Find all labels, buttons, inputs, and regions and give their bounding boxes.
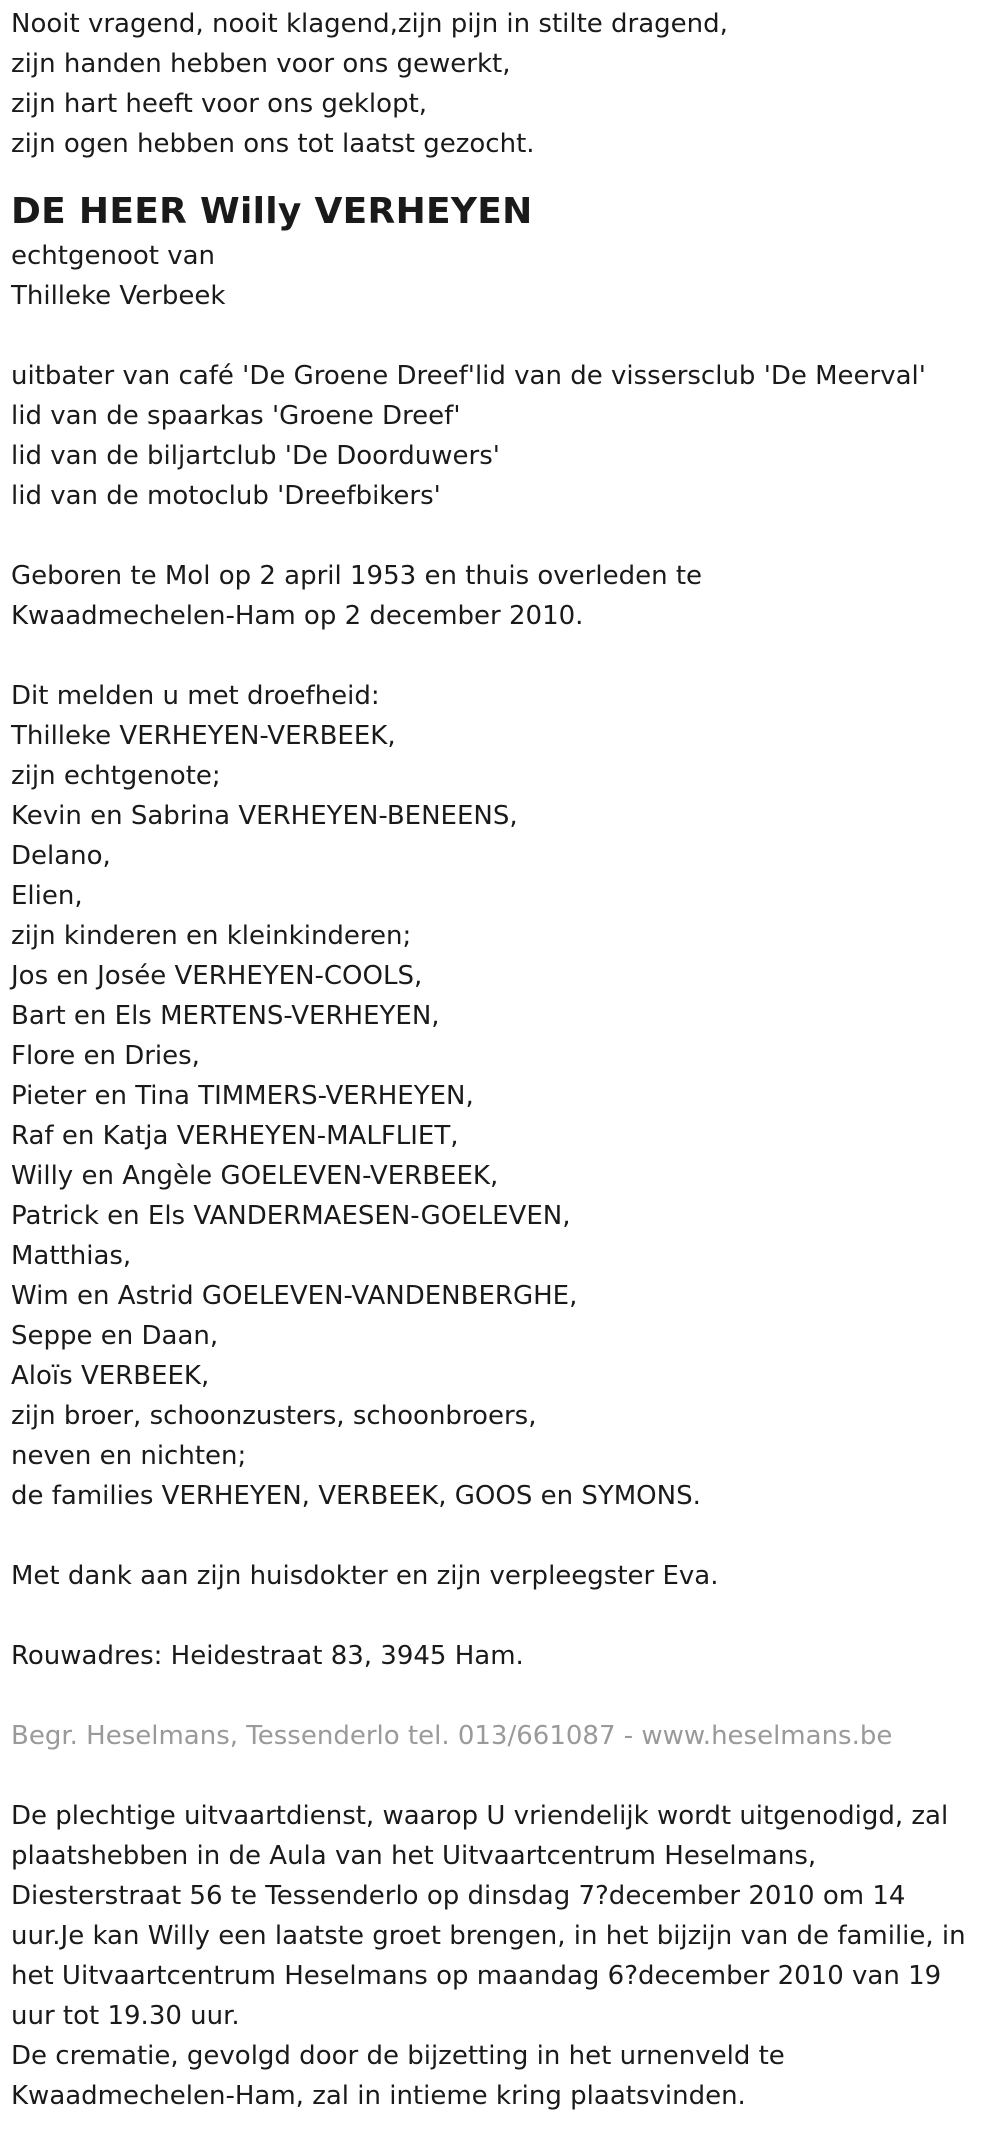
birth-death-line: Kwaadmechelen-Ham op 2 december 2010. <box>11 601 584 631</box>
spacer <box>11 1516 1000 1556</box>
birth-death <box>11 556 1000 636</box>
family-line: Patrick en Els VANDERMAESEN-GOELEVEN, <box>11 1201 571 1231</box>
family-line: Flore en Dries, <box>11 1041 200 1071</box>
family-list <box>11 676 1000 1516</box>
service-line: De plechtige uitvaartdienst, waarop U vriendelijk wordt uitgenodigd, zal <box>11 1801 949 1831</box>
spacer <box>11 1596 1000 1636</box>
poem-line: zijn ogen hebben ons tot laatst gezocht. <box>11 129 535 159</box>
family-line: Dit melden u met droefheid: <box>11 681 380 711</box>
family-line: Pieter en Tina TIMMERS-VERHEYEN, <box>11 1081 474 1111</box>
service-line: plaatshebben in de Aula van het Uitvaartcentrum Heselmans, <box>11 1841 817 1871</box>
family-line: zijn echtgenote; <box>11 761 221 791</box>
family-line: Raf en Katja VERHEYEN-MALFLIET, <box>11 1121 459 1151</box>
family-line: Bart en Els MERTENS-VERHEYEN, <box>11 1001 440 1031</box>
undertaker-info: Begr. Heselmans, Tessenderlo tel. 013/661087 - www.heselmans.be <box>11 1721 893 1751</box>
family-line: zijn kinderen en kleinkinderen; <box>11 921 412 951</box>
deceased-name: DE HEER Willy VERHEYEN <box>11 191 533 232</box>
spacer <box>11 1756 1000 1796</box>
membership-line: lid van de spaarkas 'Groene Dreef' <box>11 401 461 431</box>
family-line: Wim en Astrid GOELEVEN-VANDENBERGHE, <box>11 1281 578 1311</box>
spouse-label: echtgenoot van <box>11 241 216 271</box>
service-line: uur.Je kan Willy een laatste groet brengen, in het bijzijn van de familie, in <box>11 1921 966 1951</box>
family-line: de families VERHEYEN, VERBEEK, GOOS en SYMONS. <box>11 1481 701 1511</box>
spacer <box>11 636 1000 676</box>
family-line: Aloïs VERBEEK, <box>11 1361 210 1391</box>
service-line: uur tot 19.30 uur. <box>11 2001 240 2031</box>
family-line: Elien, <box>11 881 83 911</box>
family-line: neven en nichten; <box>11 1441 247 1471</box>
family-line: Kevin en Sabrina VERHEYEN-BENEENS, <box>11 801 518 831</box>
membership-line: uitbater van café 'De Groene Dreef'lid van de vissersclub 'De Meerval' <box>11 361 926 391</box>
family-line: Thilleke VERHEYEN-VERBEEK, <box>11 721 396 751</box>
family-line: Jos en Josée VERHEYEN-COOLS, <box>11 961 423 991</box>
poem-line: Nooit vragend, nooit klagend,zijn pijn in stilte dragend, <box>11 9 728 39</box>
family-line: Matthias, <box>11 1241 132 1271</box>
poem-line: zijn handen hebben voor ons gewerkt, <box>11 49 511 79</box>
poem-line: zijn hart heeft voor ons geklopt, <box>11 89 428 119</box>
spacer <box>11 1676 1000 1716</box>
thanks-text: Met dank aan zijn huisdokter en zijn verpleegster Eva. <box>11 1561 719 1591</box>
spacer <box>11 316 1000 356</box>
membership-line: lid van de motoclub 'Dreefbikers' <box>11 481 441 511</box>
memberships <box>11 356 1000 516</box>
family-line: zijn broer, schoonzusters, schoonbroers, <box>11 1401 537 1431</box>
service-line: De crematie, gevolgd door de bijzetting in het urnenveld te <box>11 2041 785 2071</box>
family-line: Seppe en Daan, <box>11 1321 219 1351</box>
poem <box>11 4 1000 164</box>
spouse-name: Thilleke Verbeek <box>11 281 226 311</box>
membership-line: lid van de biljartclub 'De Doorduwers' <box>11 441 500 471</box>
service-line: Kwaadmechelen-Ham, zal in intieme kring plaatsvinden. <box>11 2081 746 2111</box>
service-line: Diesterstraat 56 te Tessenderlo op dinsdag 7?december 2010 om 14 <box>11 1881 906 1911</box>
birth-death-line: Geboren te Mol op 2 april 1953 en thuis overleden te <box>11 561 703 591</box>
spacer <box>11 516 1000 556</box>
service-line: het Uitvaartcentrum Heselmans op maandag 6?december 2010 van 19 <box>11 1961 942 1991</box>
mourning-address: Rouwadres: Heidestraat 83, 3945 Ham. <box>11 1641 524 1671</box>
service-info <box>11 1796 1000 2116</box>
family-line: Willy en Angèle GOELEVEN-VERBEEK, <box>11 1161 499 1191</box>
family-line: Delano, <box>11 841 111 871</box>
